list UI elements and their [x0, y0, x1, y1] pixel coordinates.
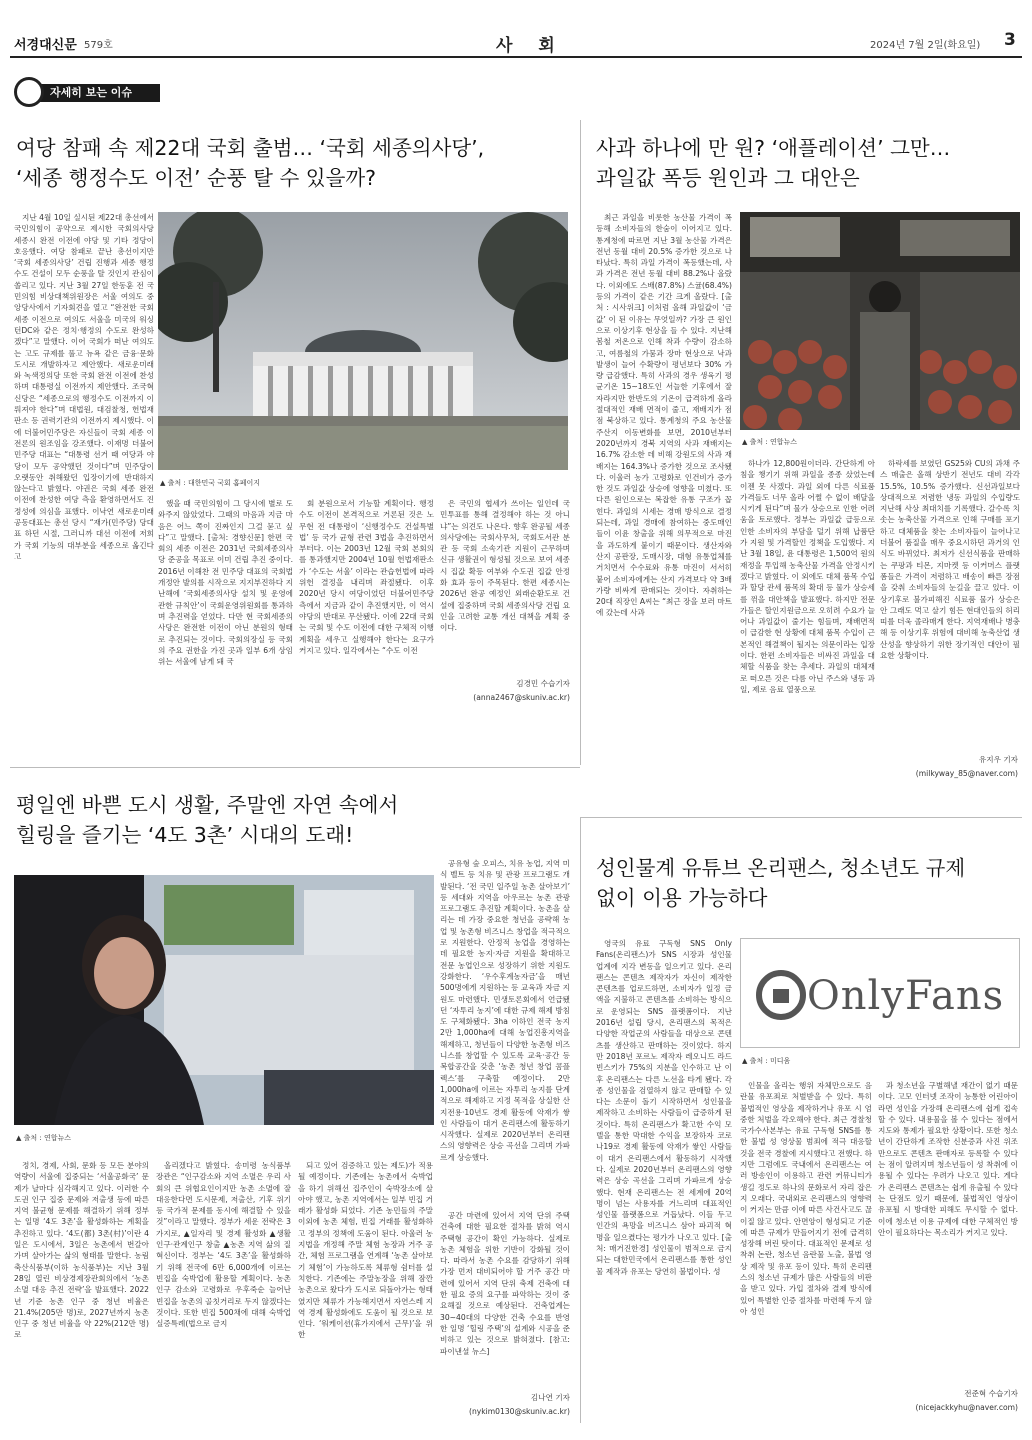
title-line-1: 여당 참패 속 제22대 국회 출범… ‘국회 세종의사당’,	[16, 136, 485, 160]
column-divider	[580, 120, 581, 765]
article-divider	[10, 767, 580, 768]
article-title-assembly	[16, 133, 576, 193]
title-line-2: 과일값 폭등 원인과 그 대안은	[596, 166, 860, 190]
article-column: 하나가 12,800원이더라. 간단하게 아침을 챙기기 위해 과일을 종종 샀었는데 이젠 못 사겠다. 과일 외에 다른 식료품 가격들도 너무 올라 어쩔 수 없이 배달을 시키게 된다”며 물가 상승으로 인한 어려움을 토로했다. 정부는 과일값 급등으로 인한 소비자의 부담을 덜기 위해 납품단가 지원 및 가격할인 정책을 도입했다. 지난 3월 18일, 윤 대통령은 1,500억 원의 재정을 투입해 농축산물 가격을 안정시키겠다고 밝혔다. 이 외에도 대체 품목 수입과 할당 관세 품목의 확대 등 물가 상승세를 꺾을 대안책을 발표했다. 하지만 전문가들은 할인지원금으로 오히려 수요가 늘어나 과일값이 줄기는 힘들며, 재배면적이 급감한 현 상황에 대체 품목 수입이 근본적인 해결책이 될지는 의문이라는 입장이다. 한편 소비자들은 비싸진 과일을 대체할 식품을 찾는 추세다. 과일의 대체재로 떠오른 것은 다름 아닌 주스와 냉동 과일, 제로 음료 열풍으로	[740, 459, 875, 694]
section-title: 사 회	[496, 36, 565, 56]
article-column: 되고 있어 검증하고 있는 제도)가 적용될 예정이다. 기존에는 농촌에서 숙박업을 하기 위해선 집주인이 숙박장소에 살아야 했고, 농촌 지역에서는 일부 빈집 거래가 활성화 되었다. 기존 농민들의 주말 이외에 농촌 체험, 빈집 거래를 활성화하고 정부의 정책에 도움이 된다. 아울러 농지법을 개정해 주말 체험 농장과 거주 공간, 체험 프로그램을 연계해 ‘농촌 살아보기 체험’이 가능하도록 체류형 쉼터를 설치한다. 기존에는 주말농장을 위해 잠깐 농촌으로 왔다가 도시로 되돌아가는 형태였지만 체류가 가능해지면서 자연스레 지역 경제 활성화에도 도움이 될 것으로 보인다. ‘워케이션(휴가지에서 근무)’을 위한	[298, 1161, 433, 1340]
article-column: 회 분원으로서 기능할 계획이다. 행정수도 이전이 본격적으로 거론된 것은 노무현 전 대통령이 ‘신행정수도 건설특별법’ 등 국가 균형 관련 3법을 추진하면서부터다. 이는 2003년 12월 국회 본회의를 통과했지만 2004년 10월 헌법재판소가 ‘수도는 서울’ 이라는 관습헌법에 따라 위헌 결정을 내리며 좌절됐다. 이후 2020년 당시 여당이었던 더불어민주당 측에서 지금과 같이 추진했지만, 이 역시 야당의 반대로 무산됐다. 이에 22대 국회는 국회 및 수도 이전에 대한 구체적 이행 계획을 세우고 실행해야 한다는 요구가 커지고 있다. 일각에서는 “수도 이전	[299, 499, 434, 655]
article-column: 공간 마련에 있어서 지역 단위 주택 건축에 대한 필요한 절차를 밝혀 역시 주택형 공간이 확인 가능하다. 실제로 농촌 체험을 위한 기반이 강화될 것이다. 따라서 농촌 수요를 감당하기 위해 가장 먼저 대비되어야 할 거주 공간 마련에 있어서 지역 단위 축제 건축에 대한 필요 증의 요구를 파악하는 것이 중요해질 것으로 예상된다. 건축업계는 30~40대의 다양한 건축 수요를 반영한 일명 ‘힐링 주택’의 설계와 시공을 준비하고 있는 것으로 밝혀졌다. [참고: 파이낸셜 뉴스]	[440, 1211, 570, 1356]
title-line-1: 평일엔 바쁜 도시 생활, 주말엔 자연 속에서	[16, 793, 399, 817]
article-title-onlyfans	[596, 853, 1026, 913]
title-line-2: ‘세종 행정수도 이전’ 순풍 탈 수 있을까?	[16, 166, 377, 190]
onlyfans-logo-box	[740, 938, 1020, 1048]
article-column: 인물을 올리는 행위 자체만으로도 음란물 유포죄로 처벌받을 수 있다. 특히 불법적인 영상을 제작하거나 유포 시 엄중한 처벌을 각오해야 한다. 최근 경찰청 국가수사본부는 유료 구독형 SNS를 통한 불법 성 영상물 범죄에 적극 대응할 것을 전국 경찰에 지시했다고 전했다. 하지만 그럼에도 국내에서 온리팬스는 여러 방송인이 이용하고 관련 커뮤니티가 생길 정도로 하나의 문화로서 자리 잡은 지 오래다. 국내외로 온리팬스의 영향력이 커지는 만큼 이에 따른 사건사고도 끊이질 않고 있다. 안면앙이 형성되고 기준에 따른 규제가 만들어지기 전에 급격히 성장해 버린 탓이다. 대표적인 문제로 성 착취 논란, 청소년 음란물 노출, 불법 영상 제작 및 유포 등이 있다. 특히 온리팬스의 청소년 규제가 많은 사람들의 비판을 받고 있다. 가입 절차와 결제 방식에 있어 특별한 인증 절차를 마련해 두지 않아 성인	[740, 1081, 872, 1316]
minister-briefing-image	[14, 875, 434, 1125]
article-column: 올리겠다고 밝혔다. 송미령 농식품부 장관은 “인구감소와 지역 소멸은 우리 사회의 큰 위협요인이지만 농촌 소멸에 잘 대응한다면 도시문제, 저출산, 기후 위기 등 국가적 문제를 동시에 해결할 수 있을 것”이라고 말했다. 정부가 세운 전략은 3가지로, ▲일자리 및 경제 활성화 ▲생활인구·관계인구 창출 ▲농촌 지역 삶의 질 혁신이다. 정부는 ‘4도 3촌’을 활성화하기 위해 전국에 6만 6,000개에 이르는 빈집을 숙박업에 활용할 계획이다. 농촌 인구 감소와 고령화로 우후죽순 늘어난 빈집을 농촌의 골칫거리로 두지 않겠다는 것이다. 또한 빈집 500채에 대해 숙박업 실증특례(법으로 금지	[156, 1161, 291, 1329]
photo-caption: ▲ 출처 : 연합뉴스	[16, 1134, 71, 1142]
column-divider	[580, 818, 581, 1423]
reporter-email: (nicejackkyhu@naver.com)	[915, 1403, 1018, 1412]
reporter-email: (milkyway_85@naver.com)	[915, 769, 1018, 778]
section-tag: 자세히 보는 이슈	[30, 84, 160, 102]
minister-photo	[14, 875, 434, 1125]
article-column: 공유형 숲 오피스, 치유 농업, 지역 미식 벨트 등 치유 및 관광 프로그램도 개발된다. ‘전 국민 일주일 농촌 살아보기’ 등 세대와 지역을 아우르는 농촌 관광 프로그램도 추진할 계획이다. 농촌을 살리는 데 가장 중요한 청년을 공략해 농업 및 농촌형 비즈니스 창업을 적극적으로 지원한다. 안정적 농업을 경영하는 데 필요한 농지·자금 지원을 확대하고 전문 농업인으로 성장하기 위한 지원도 강화한다. ‘우수후계농자금’을 매년 500명에게 지원하는 등 교육과 자금 지원도 마련했다. 민생토론회에서 언급됐던 ‘자투리 농지’에 대한 규제 해제 방침도 구체화됐다. 3ha 이하인 전국 농지 2만 1,000ha에 대해 농업진흥지역을 해제하고, 청년들이 다양한 농촌형 비즈니스를 창업할 수 있도록 교육·공간 등 복합공간을 갖춘 ‘농촌 청년 창업 콤플렉스’를 구축할 예정이다. 2만 1,000ha에 이르는 자투리 농지를 단계적으로 해제하고 지정 목적을 상실한 산지전용·10년도 경제 활동에 악재가 쌓인 사람들이 대거 온리팬스에 활동하기 시작했다. 실제로 2020년부터 온리팬스의 영향력은 상승 곡선을 그리며 가파르게 상승했다.	[440, 859, 570, 1162]
fruit-market-image	[740, 212, 1020, 430]
photo-caption: ▲ 출처 : 미디움	[742, 1057, 791, 1065]
national-assembly-image	[158, 212, 568, 470]
article-column: 했을 때 국민의힘이 그 당시에 별로 도와주지 않았었다. 그때의 마음과 지금 마음은 어느 쪽이 진짜인지 그걸 묻고 싶다”고 말했다. [출처: 경향신문] 한편 국회의 세종 이전은 2031년 국회세종의사당 준공을 목표로 이미 건립 추진 중이다. 2016년 이해찬 전 민주당 대표의 국회법 개정안 발의를 시작으로 지지부진하다 지난해에 ‘국회세종의사당 설치 및 운영에 관한 규칙안’이 국회운영위원회를 통과하며 추진력을 얻었다. 다만 현 국회세종의사당은 완전한 이전이 아닌 분원의 형태로 추진되는 것이다. 국회의장실 등 국회의 주요 권한을 가진 곳과 일부 6개 상임위는 서울에 남게 돼 국	[158, 499, 293, 667]
photo-caption: ▲ 출처 : 대한민국 국회 홈페이지	[160, 479, 261, 487]
header-rule	[10, 56, 1022, 58]
reporter-name: 김경민 수습기자	[516, 679, 570, 688]
publish-date: 2024년 7월 2일(화요일)	[870, 40, 981, 51]
title-line-2: 없이 이용 가능하다	[596, 886, 768, 910]
logo-text: OnlyFans	[807, 973, 1005, 1019]
assembly-photo	[158, 212, 568, 470]
reporter-name: 유지우 기자	[978, 755, 1018, 764]
article-column: 과 청소년을 구별해낼 재간이 없기 때문이다. 고모 인터넷 조작이 능통한 어린아이라면 성인을 가장해 온리팬스에 쉽게 접속할 수 있다. 내용물을 볼 수 있다는 점에서 지도와 통제가 필요한 상황이다. 또한 청소년이 간단하게 조작한 신분증과 사진 위조만으로도 콘텐츠 판매자로 등록할 수 있다는 점이 알려지며 청소년들이 성 착취에 이용될 수 있다는 우려가 나오고 있다. 게다가 온리팬스 콘텐츠는 쉽게 유출될 수 있다는 단점도 있기 때문에, 불법적인 영상이 유포될 시 방대한 피해도 무시할 수 없다. 이에 청소년 이용 규제에 대한 구체적인 방안이 필요하다는 목소리가 커지고 있다.	[878, 1081, 1018, 1237]
article-column: 하락세를 보였던 GS25와 CU의 과채 주스 매출은 올해 상반기 전년도 대비 각각 15.5%, 10.5% 증가했다. 신선과일보다 상대적으로 저렴한 냉동 과일의 수입량도 지난해 사상 최대치를 기록했다. 갈수록 치솟는 농축산물 가격으로 인해 구매를 포기하고 대체품을 찾는 소비자들이 늘어나고 더불어 품질을 매우 중요시하던 과거의 인식도 바뀌었다. 최저가 신선식품을 판매하는 쿠팡과 티몬, 지마켓 등 이커머스 플랫폼들은 가격이 저렴하고 배송이 빠른 장점을 갖춰 소비자들의 눈길을 끌고 있다. 이상기후로 불가피해진 식료품 물가 상승은 안 그래도 먹고 살기 힘든 현대인들의 허리띠를 더욱 졸라매게 한다. 지역재배나 병충해 등 이상기후 위험에 대비해 농축산업 생산성을 향상하기 위한 장기적인 대안이 필요한 상황이다.	[880, 459, 1020, 661]
reporter-name: 김나연 기자	[530, 1393, 570, 1402]
reporter-name: 전준혁 수습기자	[964, 1389, 1018, 1398]
title-line-2: 힐링을 즐기는 ‘4도 3촌’ 시대의 도래!	[16, 823, 354, 847]
title-line-1: 성인물계 유튜브 온리팬스, 청소년도 규제	[596, 856, 966, 880]
article-column: 은 국민의 협세가 쓰이는 일인데 국민투표를 통해 결정해야 하는 것 아니냐”는 의견도 나온다. 향후 완공될 세종의사당에는 국회사무처, 국회도서관 분관 등 국회 소속기관 지원이 근무하며 신규 생활권이 형성될 것으로 보여 세종시 집값 확등 여부와 수도권 집값 안정화 효과 등이 주목된다. 한편 세종시는 2026년 완공 예정인 외래순환도로 건설에 집중하며 국회 세종의사당 건립 요인을 고려한 교통 개선 대책을 계획 중이다.	[440, 499, 570, 633]
article-column: 영국의 유료 구독형 SNS Only Fans(온리팬스)가 SNS 시장과 성인물 업계에 지각 변동을 일으키고 있다. 온리팬스는 콘텐츠 제작자가 자신이 제작한 콘텐츠를 업로드하면, 소비자가 일정 금액을 지불하고 콘텐츠를 소비하는 방식으로 운영되는 SNS 플랫폼이다. 지난 2016년 설립 당시, 온리팬스의 목적은 다양한 작업군의 사람들을 대상으로 콘텐츠를 생산하고 판매하는 것이었다. 하지만 2018년 포르노 제작자 레오니드 라드빈스키가 75%의 지분을 인수하고 난 이후 온리팬스는 다른 노선을 타게 됐다. 각종 성인물을 검열하지 않고 판매할 수 있다는 소문이 돌기 시작하면서 성인물을 제작하고 소비하는 사람들이 급증하게 된 것이다. 특히 온리팬스가 확고한 수익 모델을 통한 막대한 수익을 보장하자 코로나19로 경제 활동에 악재가 쌓인 사람들이 대거 온리팬스에서 활동하기 시작했다. 실제로 2020년부터 온리팬스의 영향력은 상승 곡선을 그리며 가파르게 상승했다. 현재 온리팬스는 전 세계에 20억 명이 넘는 사용자를 거느리며 대표적인 성인물 플랫폼으로 거듭났다. 이들 두고 인간의 욕망을 비즈니스 삼아 파괴적 혁명을 일으켰다는 평가가 나오고 있다. [출처: 매거진한경] 성인물이 범적으로 금지되는 대한민국에서 온리팬스를 통한 성인물 제작과 유포는 당연히 불법이다. 성	[596, 939, 732, 1276]
article-column: 정치, 경제, 사회, 문화 등 모든 분야의 역량이 서울에 집중되는 ‘서울공화국’ 문제가 날마다 심각해지고 있다. 이러한 수도권 인구 집중 문제와 저출생 등에 따른 지역 불균형 문제를 해결하기 위해 정부는 일명 ‘4도 3촌’을 활성화하는 계획을 추진하고 있다. ‘4도(都) 3촌(村)’이란 4일은 도시에서, 3일은 농촌에서 번갈아 가며 살아가는 삶의 형태를 말한다. 농림축산식품부(이하 농식품부)는 지난 3월 28일 열린 비상경제장관회의에서 ‘농촌 소멸 대응 추진 전략’을 발표했다. 2022년 기준 농촌 인구 중 청년 비율은 21.4%(205만 명)로, 2027년까지 농촌 인구 중 청년 비율을 약 22%(212만 명)로	[14, 1161, 149, 1340]
reporter-email: (anna2467@skuniv.ac.kr)	[473, 693, 570, 702]
article-column: 지난 4월 10일 실시된 제22대 총선에서 국민의힘이 공약으로 제시한 국회의사당 세종시 완전 이전에 야당 및 기타 정당이 호응했다. 여당 참패로 끝난 총선이지만 ‘국회 세종의사당’ 건립 진행과 세종 행정수도 건설이 모두 순풍을 탈 것인지 관심이 쏠리고 있다. 지난 3월 27일 한동훈 전 국민의힘 비상대책위원장은 서울 여의도 중앙당사에서 기자회견을 열고 “완전한 국회세종 이전으로 여의도 서울을 미국의 워싱턴DC와 같은 정치·행정의 수도로 완성하겠다”고 말했다. 이어 국회가 떠난 여의도는 고도 규제를 풀고 뉴욕 같은 금융·문화 도시로 개발하자고 제안했다. 새로운미래와 녹색정의당 또한 국회 완전 이전에 찬성하며 대통령실 이전까지 제안했다. 조국혁신당은 “세종으로의 행정수도 이전까지 이뤄져야 한다”며 대법원, 대검찰청, 헌법재판소 등 권력기관의 이전까지 제시했다. 이에 더불어민주당은 자신들이 국회 세종 이전론의 원조임을 강조했다. 이재명 더불어민주당 대표는 “대통령 선거 때 여당과 야당이 모두 공약했던 것이다”며 민주당이 오랫동안 취해왔던 입장이기에 반대하지 않는다고 밝혔다. 야권은 국회 세종 완전 이전에 찬성한 여당 측을 환영하면서도 진정성에 의심을 표했다. 이낙연 새로운미래 공동대표는 총선 당시 “재가(민주당) 당대표 하던 시절, 그러니까 대선 이전에 저희가 국회 기능의 대부분을 세종으로 옮긴다고	[14, 213, 154, 561]
fruit-market-photo	[740, 212, 1020, 430]
article-title-apple	[596, 133, 1026, 193]
photo-caption: ▲ 출처 : 연합뉴스	[742, 438, 797, 446]
article-divider	[580, 817, 1022, 818]
title-line-1: 사과 하나에 만 원? ‘애플레이션’ 그만…	[596, 136, 951, 160]
issue-number: 579호	[84, 40, 113, 51]
page-number: 3	[1004, 30, 1016, 50]
article-column: 최근 과일을 비롯한 농산물 가격이 폭등해 소비자들의 한숨이 이어지고 있다. 통계청에 따르면 지난 3월 농산물 가격은 전년 동월 대비 20.5% 증가한 것으로 나타났다. 특히 과일 가격이 폭등했는데, 사과 가격은 전년 동월 대비 88.2%나 올랐다. 이외에도 스배(87.8%) 스귤(68.4%) 등의 가격이 같은 기간 크게 올랐다. [출처 : 시사위크] 이처럼 올해 과일값이 ‘금값’ 이 된 이유는 무엇일까? 가장 큰 원인으로 이상기후 현상을 들 수 있다. 지난해 봄철 저온으로 인해 착과 수량이 감소하고, 여름철의 가뭄과 장마 현상으로 낙과 발생이 늘어 수확량이 평년보다 30% 가량 급감했다. 특히 사과의 경우 생육기 평균기온 15~18도인 서늘한 기후에서 잘 자라지만 한반도의 기온이 급격하게 올라 절대적인 재배 면적이 줄고, 재배지가 점점 북상하고 있다. 통계청의 주요 농산물 주산지 이동변화를 보면, 2010년부터 2020년까지 경북 지역의 사과 재배지는 16.7% 감소한 데 비해 강원도의 사과 재배지는 164.3%나 증가한 것으로 조사됐다. 이울러 농가 고령화로 인건비가 증가한 것도 과일값 상승에 영향을 미쳤다. 또 다른 원인으로는 복잡한 유통 구조가 꼽힌다. 과일의 시세는 경매 방식으로 결정되는데, 과일 경매에 참여하는 중도매인들이 이윤 창출을 위해 의무적으로 마진을 과도하게 붙이기 때문이다. 생산자와 산지 공판장, 도매시장, 대형 유통업체를 거치면서 수수료와 유통 마진이 서서히 붙어 소비자에게는 산지 가격보다 약 3배가량 비싸게 판매되는 것이다. 자취하는 20대 직장인 A씨는 “최근 장을 보러 마트에 갔는데 사과	[596, 213, 732, 618]
newspaper-brand: 서경대신문	[14, 38, 77, 53]
article-title-rural	[16, 790, 576, 850]
reporter-email: (nykim0130@skuniv.ac.kr)	[469, 1407, 570, 1416]
magnifier-icon	[14, 77, 44, 107]
